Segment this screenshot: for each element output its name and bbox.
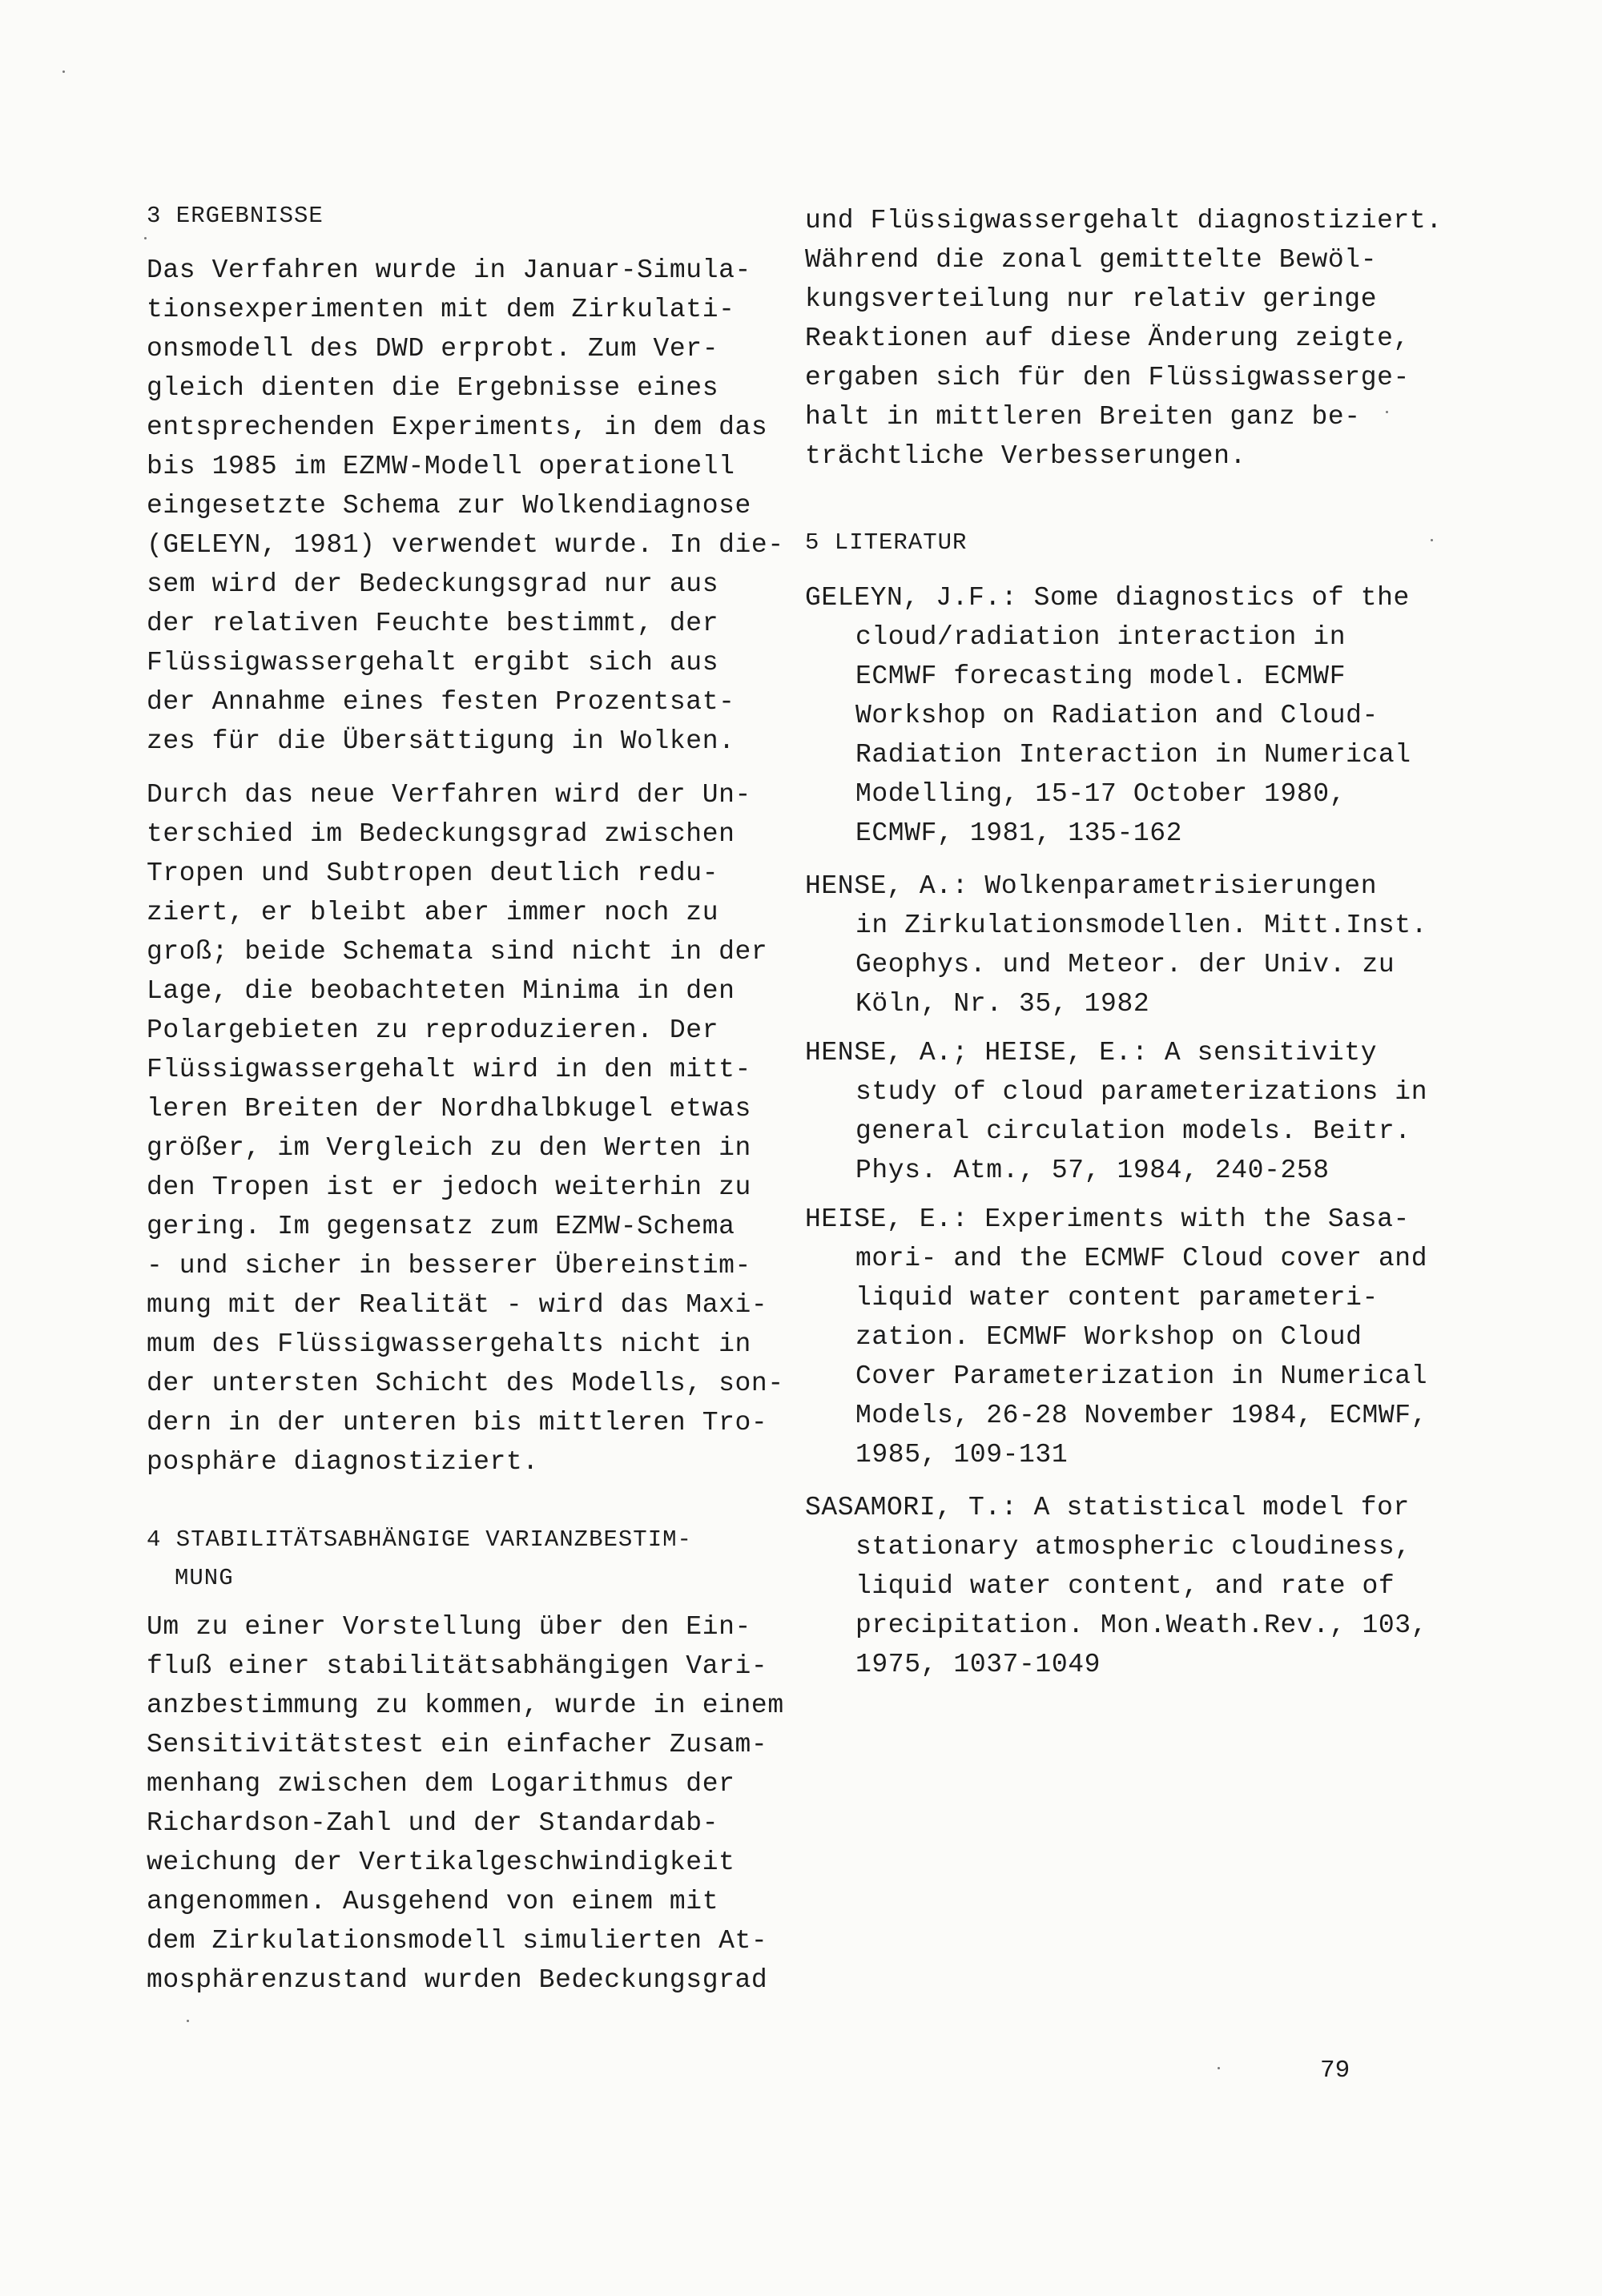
text-line: angenommen. Ausgehend von einem mit — [147, 1887, 719, 1916]
reference-line: mori- and the ECMWF Cloud cover and — [855, 1244, 1428, 1273]
text-line: - und sicher in besserer Übereinstim- — [147, 1251, 751, 1281]
reference-line: Cover Parameterization in Numerical — [855, 1361, 1428, 1391]
text-line: ziert, er bleibt aber immer noch zu — [147, 898, 719, 927]
reference-line: study of cloud parameterizations in — [855, 1077, 1428, 1107]
text-line: mung mit der Realität - wird das Maxi- — [147, 1290, 768, 1320]
text-line: anzbestimmung zu kommen, wurde in einem — [147, 1691, 784, 1720]
text-line: (GELEYN, 1981) verwendet wurde. In die- — [147, 530, 784, 560]
text-line: und Flüssigwassergehalt diagnostiziert. — [805, 206, 1443, 235]
reference-line: zation. ECMWF Workshop on Cloud — [855, 1322, 1363, 1352]
section-3-heading: 3 ERGEBNISSE — [147, 203, 324, 229]
text-line: der untersten Schicht des Modells, son- — [147, 1369, 784, 1398]
text-line: Lage, die beobachteten Minima in den — [147, 976, 735, 1006]
text-line: entsprechenden Experiments, in dem das — [147, 412, 768, 442]
text-line: Während die zonal gemittelte Bewöl- — [805, 245, 1378, 275]
text-line: menhang zwischen dem Logarithmus der — [147, 1769, 735, 1799]
reference-line: 1985, 109-131 — [855, 1440, 1069, 1470]
reference-line: Köln, Nr. 35, 1982 — [855, 989, 1150, 1019]
scan-speck — [1386, 411, 1388, 413]
reference-line: cloud/radiation interaction in — [855, 622, 1346, 652]
text-line: posphäre diagnostiziert. — [147, 1447, 539, 1477]
reference-first-line: HENSE, A.: Wolkenparametrisierungen — [805, 871, 1378, 901]
text-line: mosphärenzustand wurden Bedeckungsgrad — [147, 1965, 768, 1995]
text-line: gleich dienten die Ergebnisse eines — [147, 373, 719, 403]
text-line: dern in der unteren bis mittleren Tro- — [147, 1408, 768, 1438]
section-5-heading: 5 LITERATUR — [805, 529, 968, 556]
reference-line: liquid water content, and rate of — [855, 1571, 1395, 1601]
scan-speck — [1431, 539, 1433, 541]
text-line: kungsverteilung nur relativ geringe — [805, 284, 1378, 314]
text-line: Richardson-Zahl und der Standardab- — [147, 1808, 719, 1838]
reference-line: in Zirkulationsmodellen. Mitt.Inst. — [855, 911, 1428, 940]
text-line: Um zu einer Vorstellung über den Ein- — [147, 1612, 751, 1642]
reference-first-line: HENSE, A.; HEISE, E.: A sensitivity — [805, 1038, 1378, 1068]
text-line: groß; beide Schemata sind nicht in der — [147, 937, 768, 967]
text-line: leren Breiten der Nordhalbkugel etwas — [147, 1094, 751, 1124]
reference-line: ECMWF, 1981, 135-162 — [855, 818, 1183, 848]
reference-line: Modelling, 15-17 October 1980, — [855, 779, 1346, 809]
text-line: sem wird der Bedeckungsgrad nur aus — [147, 569, 719, 599]
reference-line: 1975, 1037-1049 — [855, 1650, 1101, 1679]
text-line: Polargebieten zu reproduzieren. Der — [147, 1015, 719, 1045]
reference-line: ECMWF forecasting model. ECMWF — [855, 661, 1346, 691]
reference-line: stationary atmospheric cloudiness, — [855, 1532, 1411, 1562]
reference-line: precipitation. Mon.Weath.Rev., 103, — [855, 1610, 1428, 1640]
text-line: den Tropen ist er jedoch weiterhin zu — [147, 1172, 751, 1202]
scan-speck — [187, 2020, 189, 2022]
scan-speck — [62, 70, 65, 73]
reference-line: liquid water content parameteri- — [855, 1283, 1379, 1313]
text-line: zes für die Übersättigung in Wolken. — [147, 726, 735, 756]
text-line: eingesetzte Schema zur Wolkendiagnose — [147, 491, 751, 521]
text-line: halt in mittleren Breiten ganz be- — [805, 402, 1361, 432]
reference-line: Geophys. und Meteor. der Univ. zu — [855, 950, 1395, 979]
text-line: Durch das neue Verfahren wird der Un- — [147, 780, 751, 810]
reference-line: general circulation models. Beitr. — [855, 1116, 1411, 1146]
text-line: trächtliche Verbesserungen. — [805, 441, 1246, 471]
text-line: fluß einer stabilitätsabhängigen Vari- — [147, 1651, 768, 1681]
text-line: gering. Im gegensatz zum EZMW-Schema — [147, 1212, 735, 1241]
text-line: größer, im Vergleich zu den Werten in — [147, 1133, 751, 1163]
text-line: Reaktionen auf diese Änderung zeigte, — [805, 324, 1410, 353]
text-line: Das Verfahren wurde in Januar-Simula- — [147, 255, 751, 285]
text-line: terschied im Bedeckungsgrad zwischen — [147, 819, 735, 849]
text-line: Flüssigwassergehalt ergibt sich aus — [147, 648, 719, 678]
text-line: bis 1985 im EZMW-Modell operationell — [147, 452, 735, 481]
reference-line: Phys. Atm., 57, 1984, 240-258 — [855, 1156, 1330, 1185]
text-line: der relativen Feuchte bestimmt, der — [147, 609, 719, 638]
text-line: weichung der Vertikalgeschwindigkeit — [147, 1848, 735, 1877]
text-line: ergaben sich für den Flüssigwasserge- — [805, 363, 1410, 392]
reference-first-line: SASAMORI, T.: A statistical model for — [805, 1493, 1410, 1522]
text-line: mum des Flüssigwassergehalts nicht in — [147, 1329, 751, 1359]
text-line: Sensitivitätstest ein einfacher Zusam- — [147, 1730, 768, 1759]
text-line: Tropen und Subtropen deutlich redu- — [147, 858, 719, 888]
scan-speck — [1218, 2067, 1220, 2069]
text-line: Flüssigwassergehalt wird in den mitt- — [147, 1055, 751, 1084]
reference-line: Workshop on Radiation and Cloud- — [855, 701, 1379, 730]
text-line: der Annahme eines festen Prozentsat- — [147, 687, 735, 717]
scan-speck — [144, 237, 147, 239]
section-4-heading-continued: MUNG — [175, 1565, 234, 1591]
text-line: dem Zirkulationsmodell simulierten At- — [147, 1926, 768, 1956]
reference-first-line: GELEYN, J.F.: Some diagnostics of the — [805, 583, 1410, 613]
reference-line: Radiation Interaction in Numerical — [855, 740, 1411, 770]
text-line: tionsexperimenten mit dem Zirkulati- — [147, 295, 735, 324]
reference-first-line: HEISE, E.: Experiments with the Sasa- — [805, 1204, 1410, 1234]
page-number: 79 — [1320, 2057, 1350, 2085]
section-4-heading: 4 STABILITÄTSABHÄNGIGE VARIANZBESTIM- — [147, 1526, 692, 1553]
text-line: onsmodell des DWD erprobt. Zum Ver- — [147, 334, 719, 364]
reference-line: Models, 26-28 November 1984, ECMWF, — [855, 1401, 1428, 1430]
